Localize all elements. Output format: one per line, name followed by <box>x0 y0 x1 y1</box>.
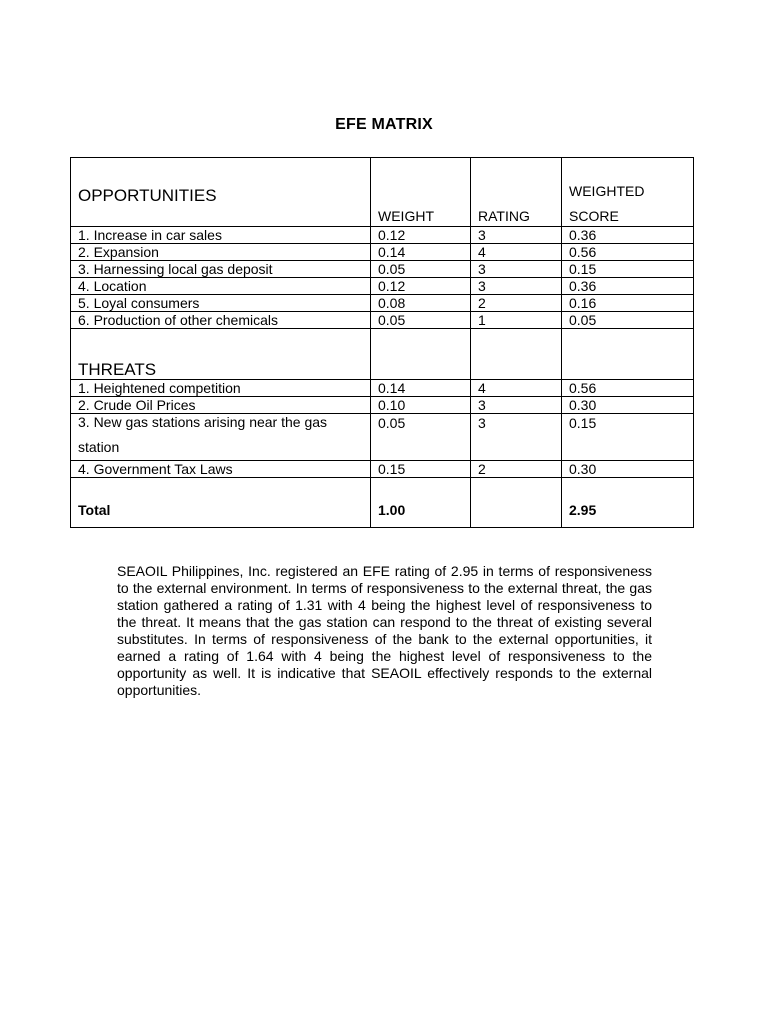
rating-cell: 3 <box>471 397 562 414</box>
score-cell: 0.30 <box>562 397 694 414</box>
weight-cell: 0.12 <box>371 227 471 244</box>
rating-cell: 3 <box>471 414 562 461</box>
score-cell: 0.16 <box>562 295 694 312</box>
factor-text: 3. New gas stations arising near the gas station <box>78 414 328 455</box>
table-row <box>71 397 694 414</box>
rating-cell: 3 <box>471 261 562 278</box>
threats-label: THREATS <box>78 360 157 379</box>
score-cell: 0.05 <box>562 312 694 329</box>
rating-header: RATING <box>478 208 530 224</box>
empty-cell <box>471 329 562 380</box>
factor-cell: 1. Increase in car sales <box>71 227 371 244</box>
rating-cell: 2 <box>471 295 562 312</box>
score-cell: 0.15 <box>562 261 694 278</box>
total-score: 2.95 <box>562 478 694 528</box>
summary-paragraph: SEAOIL Philippines, Inc. registered an EFE rating of 2.95 in terms of responsiveness to the external environment. In terms of responsiveness to the external threat, the gas station gathered a rating of 1.31 with 4 being the highest level of responsiveness to the threat. It means that the gas station can respond to the threat of existing several substitutes. In terms of responsiveness of the bank to the external opportunities, it earned a rating of 1.64 with 4 being the highest level of responsiveness to the opportunity as well. It is indicative that SEAOIL effectively responds to the external opportunities. <box>117 563 652 698</box>
rating-cell: 3 <box>471 227 562 244</box>
score-cell: 0.30 <box>562 461 694 478</box>
weighted-score-header-cell <box>562 158 694 227</box>
weight-cell: 0.05 <box>371 312 471 329</box>
table-row <box>71 295 694 312</box>
score-cell: 0.36 <box>562 227 694 244</box>
factor-cell: 2. Expansion <box>71 244 371 261</box>
weight-cell: 0.05 <box>371 414 471 461</box>
total-label: Total <box>71 478 371 528</box>
weight-cell: 0.12 <box>371 278 471 295</box>
rating-cell: 2 <box>471 461 562 478</box>
rating-cell: 4 <box>471 380 562 397</box>
header-row <box>71 158 694 227</box>
score-cell: 0.36 <box>562 278 694 295</box>
opportunities-header-cell <box>71 158 371 227</box>
score-cell: 0.56 <box>562 380 694 397</box>
threats-header-cell <box>71 329 371 380</box>
rating-cell: 3 <box>471 278 562 295</box>
weight-cell: 0.14 <box>371 380 471 397</box>
empty-cell <box>371 329 471 380</box>
factor-cell: 5. Loyal consumers <box>71 295 371 312</box>
factor-cell: 1. Heightened competition <box>71 380 371 397</box>
weight-cell: 0.10 <box>371 397 471 414</box>
weight-cell: 0.08 <box>371 295 471 312</box>
total-row <box>71 478 694 528</box>
weight-cell: 0.14 <box>371 244 471 261</box>
rating-header-cell <box>471 158 562 227</box>
table-row <box>71 461 694 478</box>
page-title: EFE MATRIX <box>335 116 433 133</box>
threats-header-row <box>71 329 694 380</box>
table-row <box>71 312 694 329</box>
score-cell: 0.15 <box>562 414 694 461</box>
table-row <box>71 278 694 295</box>
weighted-header-line2: SCORE <box>569 208 619 224</box>
weighted-header-line1: WEIGHTED <box>569 183 645 199</box>
efe-matrix-table <box>70 157 694 528</box>
table-row <box>71 380 694 397</box>
weight-cell: 0.15 <box>371 461 471 478</box>
total-weight: 1.00 <box>371 478 471 528</box>
factor-cell: 4. Government Tax Laws <box>71 461 371 478</box>
opportunities-label: OPPORTUNITIES <box>78 186 217 205</box>
weight-header: WEIGHT <box>378 208 434 224</box>
factor-cell: 3. Harnessing local gas deposit <box>71 261 371 278</box>
factor-cell: 2. Crude Oil Prices <box>71 397 371 414</box>
factor-cell <box>71 414 371 461</box>
rating-cell: 1 <box>471 312 562 329</box>
table-row <box>71 244 694 261</box>
total-rating <box>471 478 562 528</box>
table-row <box>71 227 694 244</box>
factor-cell: 6. Production of other chemicals <box>71 312 371 329</box>
score-cell: 0.56 <box>562 244 694 261</box>
weight-header-cell <box>371 158 471 227</box>
empty-cell <box>562 329 694 380</box>
rating-cell: 4 <box>471 244 562 261</box>
table-row <box>71 414 694 461</box>
weight-cell: 0.05 <box>371 261 471 278</box>
factor-cell: 4. Location <box>71 278 371 295</box>
table-row <box>71 261 694 278</box>
